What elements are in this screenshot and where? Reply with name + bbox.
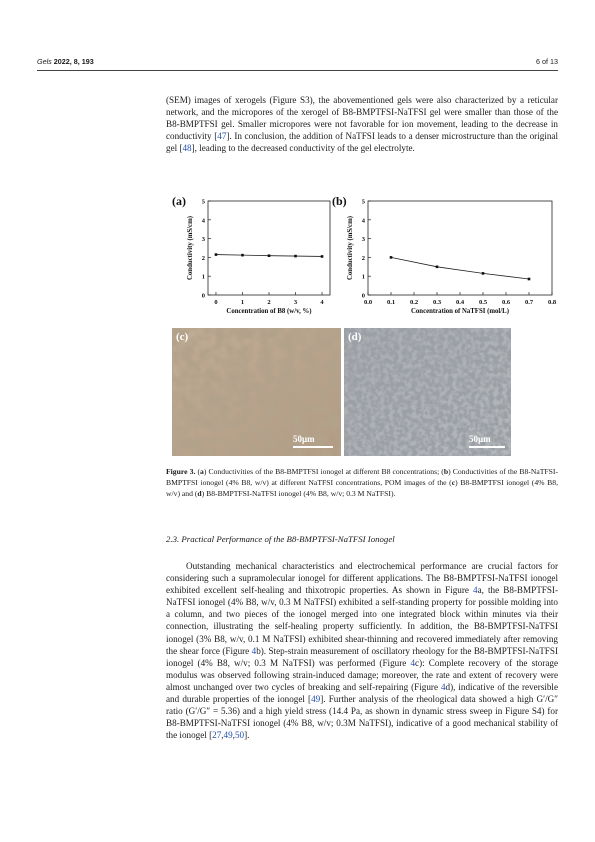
chart-b-xtick-label-7: 0.7	[524, 299, 534, 306]
figure-caption	[166, 466, 558, 500]
chart-a-point-1	[241, 254, 244, 257]
chart-b-point-2	[482, 272, 485, 275]
paragraph-performance	[166, 560, 558, 741]
para2-text-c: b). Step-strain measurement of oscillatory rheology for the B8-BMPTFSI-NaTFSI ionogel (4% B8, w/v; 0.3 M NaTFSI) was performed (Figure	[166, 645, 558, 668]
scale-bar-c	[293, 446, 333, 448]
chart-a-point-0	[215, 253, 218, 256]
chart-b-ytick-label-1: 1	[361, 273, 365, 281]
caption-text-5: ) B8-BMPTFSI-NaTFSI ionogel (4% B8, w/v; 0.3 M NaTFSI).	[201, 489, 396, 499]
chart-a-xtick-label-1: 1	[240, 299, 245, 306]
para1-text-c: ], leading to the decreased conductivity of the gel electrolyte.	[191, 143, 415, 154]
chart-a-svg	[172, 188, 342, 324]
chart-b-point-3	[528, 278, 531, 281]
pom-image-d	[344, 328, 511, 456]
scale-label-d: 50μm	[469, 434, 491, 444]
caption-text-2: ) Conductivities of the B8-BMPTFSI ionogel at different B8 concentrations; (	[203, 467, 444, 476]
chart-b-frame	[368, 201, 552, 295]
para2-comma-1: ,	[221, 730, 224, 741]
section-heading: 2.3. Practical Performance of the B8-BMPTFSI-NaTFSI Ionogel	[166, 534, 395, 544]
caption-panel-d: d	[197, 489, 202, 499]
chart-b-ytick-label-3: 3	[361, 236, 365, 244]
chart-b-ytick-label-0: 0	[361, 292, 365, 300]
figure-4c-link[interactable]: 4	[410, 657, 416, 668]
chart-b-ytick-label-5: 5	[361, 198, 365, 206]
chart-a-ylabel: Conductivity (mS/cm)	[187, 216, 194, 280]
journal-citation	[37, 57, 94, 66]
chart-b-panel-label: (b)	[332, 194, 347, 208]
para2-text-d: c): Complete recovery of the storage modulus was observed following strain-induced damage; moreover, the rate and extent of recovery were almost unchanged over two cycles of breaking and self-repairing (Figure	[166, 657, 558, 692]
pom-texture-c	[172, 328, 341, 456]
header-rule	[37, 70, 558, 71]
caption-panel-b: b	[443, 467, 449, 476]
ref-49-link[interactable]: 49	[311, 694, 321, 705]
chart-b-series-line	[391, 257, 529, 279]
chart-b-xtick-label-3: 0.3	[432, 299, 442, 306]
figure-4b-link[interactable]: 4	[251, 645, 257, 656]
caption-panel-c: c	[451, 478, 456, 488]
chart-b-xtick-label-1: 0.1	[386, 299, 396, 306]
chart-b-xtick-label-2: 0.2	[409, 299, 419, 306]
chart-a-xtick-label-4: 4	[320, 299, 324, 306]
scale-bar-d	[469, 446, 505, 448]
ref-49b-link[interactable]: 49	[223, 730, 233, 741]
chart-b-xlabel: Concentration of NaTFSI (mol/L)	[411, 308, 509, 315]
chart-a-xtick-label-2: 2	[267, 299, 271, 306]
chart-b-svg	[332, 188, 558, 324]
pom-image-c	[172, 328, 341, 456]
chart-a-point-3	[294, 255, 297, 258]
chart-a-panel-label: (a)	[172, 194, 186, 208]
para2-text-e: d), indicative of the reversible and durable properties of the ionogel [	[166, 681, 558, 705]
caption-label: Figure 3.	[166, 467, 196, 476]
chart-b-xtick-label-4: 0.4	[455, 299, 465, 306]
para2-text-a: Outstanding mechanical characteristics and electrochemical performance are crucial factors for considering such a supramolecular ionogel for different applications. The B8-BMPTFSI-NaTFSI ionogel exhibited excellent self-healing and thixotropic properties. As shown in Figure	[166, 561, 558, 596]
chart-a-ytick-label-0: 0	[201, 292, 205, 300]
para2-text-f: ]. Further analysis of the rheological data showed a high G′/G″ ratio (G′/G″ = 5.36) and a high yield stress (14.4 Pa, as shown in dynamic stress sweep in Figure S4) for B8-BMPTFSI-NaTFSI ionogel (4% B8, w/v; 0.3M NaTFSI), indicative of a good mechanical stability of the ionogel [	[166, 694, 558, 741]
para2-text-b: a, the B8-BMPTFSI-NaTFSI ionogel (4% B8, w/v, 0.3 M NaTFSI) exhibited a self-standing property for possible molding into a column, and two pieces of the ionogel merged into one integrated block within minutes via their connection, illustrating the self-healing property sufficiently. In addition, the B8-BMPTFSI-NaTFSI ionogel (3% B8, w/v, 0.1 M NaTFSI) exhibited shear-thinning and recovered immediately after removing the shear force (Figure	[166, 585, 558, 656]
caption-text-4: ) B8-BMPTFSI ionogel (4% B8, w/v) and (	[166, 478, 558, 499]
ref-27-link[interactable]: 27	[212, 730, 222, 741]
chart-b-ytick-label-2: 2	[361, 254, 365, 262]
ref-48-link[interactable]: 48	[182, 143, 192, 154]
panel-label-d: (d)	[348, 331, 362, 343]
panel-label-c: (c)	[176, 331, 189, 343]
chart-b-xtick-label-8: 0.8	[547, 299, 557, 306]
ref-47-link[interactable]: 47	[217, 131, 227, 142]
chart-a-frame	[208, 201, 330, 295]
chart-a-point-4	[321, 255, 324, 258]
figure-4d-link[interactable]: 4	[440, 681, 446, 692]
chart-a-ytick-label-3: 3	[201, 236, 205, 244]
chart-a-xtick-label-3: 3	[293, 299, 298, 306]
chart-b-ylabel: Conductivity (mS/cm)	[347, 216, 354, 280]
chart-a-xtick-label-0: 0	[214, 299, 218, 306]
caption-text-3: ) Conductivities of the B8-NaTFSI-BMPTFSI ionogel (4% B8, w/v) at different NaTFSI concentrations, POM images of the (	[166, 467, 558, 488]
chart-a-ytick-label-5: 5	[201, 198, 205, 206]
chart-a-ytick-label-4: 4	[201, 217, 205, 225]
page-number: 6 of 13	[536, 57, 558, 66]
chart-b-xtick-label-6: 0.6	[501, 299, 511, 306]
chart-b-point-1	[436, 266, 439, 269]
figure-4a-link[interactable]: 4	[473, 585, 478, 596]
chart-b-ytick-label-4: 4	[361, 217, 365, 225]
caption-panel-a: a	[200, 467, 204, 476]
chart-a-ytick-label-1: 1	[201, 273, 205, 281]
chart-a-ytick-label-2: 2	[201, 254, 205, 262]
para1-text-b: ]. In conclusion, the addition of NaTFSI leads to a denser microstructure than the original gel [	[166, 131, 558, 154]
chart-b-xtick-label-0: 0.0	[363, 299, 373, 306]
citation-year-volume: 2022, 8, 193	[53, 57, 94, 66]
journal-name: Gels	[37, 57, 52, 66]
para1-text-a: (SEM) images of xerogels (Figure S3), the abovementioned gels were also characterized by a reticular network, and the micropores of the xerogel of B8-BMPTFSI-NaTFSI gel were smaller than those of the B8-BMPTFSI gel. Smaller micropores were not favorable for ion movement, leading to the decrease in conductivity [	[166, 95, 558, 142]
caption-text-1: (	[195, 467, 201, 476]
ref-50-link[interactable]: 50	[234, 730, 245, 741]
chart-a-point-2	[268, 254, 271, 257]
para2-text-g: ].	[244, 730, 250, 741]
chart-b-point-0	[390, 256, 393, 259]
chart-a-xlabel: Concentration of B8 (w/v, %)	[226, 308, 312, 315]
scale-label-c: 50μm	[293, 434, 315, 444]
chart-a	[172, 188, 342, 324]
para2-comma-2: ,	[232, 730, 235, 741]
paragraph-intro	[166, 94, 558, 154]
chart-b-xtick-label-5: 0.5	[478, 299, 488, 306]
chart-b	[332, 188, 558, 324]
